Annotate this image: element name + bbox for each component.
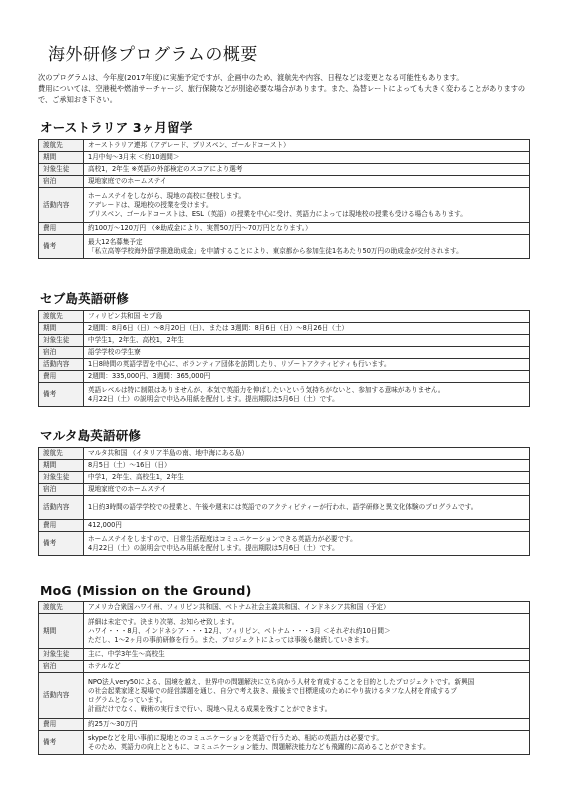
program-table xyxy=(38,447,530,556)
row-label: 備考 xyxy=(39,383,84,407)
row-label: 宿泊 xyxy=(39,347,84,359)
table-row xyxy=(39,188,530,223)
row-value xyxy=(84,460,530,472)
section-heading: MoG (Mission on the Ground) xyxy=(40,583,252,598)
table-row xyxy=(39,448,530,460)
row-value-line: そのため、英語力の向上とともに、コミュニケーション能力、問題解決能力なども飛躍的に高めることができます。 xyxy=(88,742,430,751)
row-label: 渡航先 xyxy=(39,140,84,152)
row-value-line: マルタ共和国 （イタリア半島の南、地中海にある島） xyxy=(88,449,249,457)
row-label: 備考 xyxy=(39,235,84,259)
table-row xyxy=(39,323,530,335)
row-label: 備考 xyxy=(39,532,84,556)
table-row xyxy=(39,235,530,259)
row-value-line: 計画だけでなく、戦術の実行まで行い、現地へ見える成果を残すことができます。 xyxy=(88,704,332,713)
row-value-line: 2週間：8月6日（日）～8月20日（日）、または 3週間：8月6日（日）～8月26日（土） xyxy=(88,324,349,332)
row-value-line: 約100万～120万円 （※助成金により、実質50万円～70万円となります。） xyxy=(88,224,312,232)
row-label: 対象生徒 xyxy=(39,649,84,661)
row-value xyxy=(84,323,530,335)
row-value-line: ハワイ・・・8月、インドネシア・・・12月、フィリピン、ベトナム・・・3月 ＜それぞれ約10日間＞ xyxy=(88,626,391,635)
row-label: 対象生徒 xyxy=(39,164,84,176)
row-value-line: 約25万～30万円 xyxy=(88,720,138,728)
row-value xyxy=(84,649,530,661)
row-value xyxy=(84,532,530,556)
row-label: 費用 xyxy=(39,719,84,731)
row-value xyxy=(84,484,530,496)
row-value-line: フィリピン共和国 セブ島 xyxy=(88,312,163,320)
table-row xyxy=(39,223,530,235)
row-value xyxy=(84,223,530,235)
table-row xyxy=(39,532,530,556)
row-value-line: 語学学校の学生寮 xyxy=(88,348,141,356)
intro-paragraph: 費用については、空港税や燃油サーチャージ、旅行保険などが別途必要な場合があります。また、為替レートによっても大きく変わることがありますので、ご承知おき下さい。 xyxy=(38,84,526,104)
program-table xyxy=(38,310,530,407)
table-row xyxy=(39,140,530,152)
row-value xyxy=(84,311,530,323)
row-value-line: 英語レベルは特に制限はありませんが、本気で英語力を伸ばしたいという気持ちがないと、参加する意味がありません。 xyxy=(88,385,445,394)
row-value-line: ホームステイをしますので、日常生活程度はコミュニケーションできる英語力が必要です。 xyxy=(88,534,357,543)
row-value-line: 最大12名募集予定 xyxy=(88,237,143,246)
program-table xyxy=(38,601,530,755)
row-label: 期間 xyxy=(39,152,84,164)
table-row xyxy=(39,359,530,371)
row-label: 対象生徒 xyxy=(39,472,84,484)
table-row xyxy=(39,520,530,532)
row-value xyxy=(84,383,530,407)
intro-text xyxy=(38,72,530,105)
table-row xyxy=(39,371,530,383)
row-label: 活動内容 xyxy=(39,359,84,371)
table-row xyxy=(39,311,530,323)
table-row xyxy=(39,347,530,359)
table-row xyxy=(39,472,530,484)
row-label: 対象生徒 xyxy=(39,335,84,347)
row-label: 費用 xyxy=(39,520,84,532)
row-value xyxy=(84,152,530,164)
row-value-line: 1日約3時間の語学学校での授業と、午後や週末には英語でのアクティビティーが行われ、語学研修と異文化体験のプログラムです。 xyxy=(88,503,478,511)
row-value-line: ただし、1～2ヶ月の事前研修を行う。また、プロジェクトによっては事後も継続していきます。 xyxy=(88,635,373,644)
row-value-line: NPO法人very50による、国境を越え、世界中の問題解決に立ち向かう人材を育成することを目的としたプロジェクトです。新興国 xyxy=(88,677,475,686)
table-row xyxy=(39,335,530,347)
row-label: 活動内容 xyxy=(39,188,84,223)
row-value xyxy=(84,235,530,259)
section-heading: オーストラリア 3ヶ月留学 xyxy=(40,120,193,135)
row-value-line: 主に、中学3年生～高校生 xyxy=(88,650,165,658)
table-row xyxy=(39,496,530,520)
row-value-line: の社会起業家達と現場での経営課題を通じ、自分で考え抜き、最後まで目標達成のためにやり抜けるタフな人材を育成するプ xyxy=(88,686,457,695)
row-value-line: アデレードは、現地校の授業を受けます。 xyxy=(88,200,213,209)
program-section xyxy=(38,426,530,556)
intro-paragraph: 次のプログラムは、今年度(2017年度)に実施予定ですが、企画中のため、渡航先や内容、日程などは変更となる可能性もあります。 xyxy=(38,73,464,82)
row-value xyxy=(84,602,530,614)
table-row xyxy=(39,152,530,164)
row-value xyxy=(84,520,530,532)
row-value-line: ログラムとなっています。 xyxy=(88,695,167,704)
row-label: 渡航先 xyxy=(39,602,84,614)
page-title: 海外研修プログラムの概要 xyxy=(48,45,258,65)
table-row xyxy=(39,484,530,496)
table-row xyxy=(39,164,530,176)
row-value-line: 4月22日（土）の説明会で申込み用紙を配付します。提出期限は5月6日（土）です。 xyxy=(88,394,339,403)
row-value-line: 中学1，2年生、高校生1，2年生 xyxy=(88,473,184,481)
row-value xyxy=(84,661,530,673)
row-value-line: 8月5日（土）～16日（日） xyxy=(88,461,171,469)
table-row xyxy=(39,719,530,731)
table-row xyxy=(39,649,530,661)
row-label: 備考 xyxy=(39,731,84,755)
row-value xyxy=(84,731,530,755)
row-value xyxy=(84,176,530,188)
table-row xyxy=(39,614,530,649)
program-section xyxy=(38,118,530,259)
row-value-line: 「私立高等学校海外留学推進助成金」を申請することにより、東京都から参加生徒1名あたり50万円の助成金が交付されます。 xyxy=(88,246,463,255)
row-label: 費用 xyxy=(39,371,84,383)
row-value-line: ホームステイをしながら、現地の高校に登校します。 xyxy=(88,191,246,200)
row-value-line: 現地家庭でのホームステイ xyxy=(88,485,167,493)
section-heading: セブ島英語研修 xyxy=(40,291,129,306)
row-value xyxy=(84,673,530,719)
row-value-line: 1日8時間の英語学習を中心に、ボランティア団体を訪問したり、リゾートアクティビティも行います。 xyxy=(88,360,391,368)
row-label: 期間 xyxy=(39,614,84,649)
table-row xyxy=(39,460,530,472)
table-row xyxy=(39,661,530,673)
row-value xyxy=(84,472,530,484)
row-value xyxy=(84,164,530,176)
row-value xyxy=(84,359,530,371)
table-row xyxy=(39,176,530,188)
row-value-line: 詳細は未定です。決まり次第、お知らせ致します。 xyxy=(88,617,239,626)
row-value xyxy=(84,614,530,649)
row-label: 活動内容 xyxy=(39,496,84,520)
row-value-line: 4月22日（土）の説明会で申込み用紙を配付します。提出期限は5月6日（土）です。 xyxy=(88,543,339,552)
row-label: 宿泊 xyxy=(39,176,84,188)
row-label: 期間 xyxy=(39,323,84,335)
row-value-line: 現地家庭でのホームステイ xyxy=(88,177,167,185)
section-heading: マルタ島英語研修 xyxy=(40,428,142,443)
program-section xyxy=(38,289,530,407)
table-row xyxy=(39,602,530,614)
row-value-line: skypeなどを用い事前に現地とのコミュニケーションを英語で行うため、相応の英語力は必要です。 xyxy=(88,733,383,742)
row-value-line: 2週間：335,000円、3週間：365,000円 xyxy=(88,372,211,380)
table-row xyxy=(39,383,530,407)
row-label: 渡航先 xyxy=(39,311,84,323)
row-value-line: 中学生1，2年生、高校1，2年生 xyxy=(88,336,184,344)
row-value-line: 高校1，2年生 ※英語の外部検定のスコアにより選考 xyxy=(88,165,243,173)
row-value-line: 1月中旬～3月末 ＜約10週間＞ xyxy=(88,153,180,161)
row-value xyxy=(84,335,530,347)
row-value-line: ホテルなど xyxy=(88,662,121,670)
program-section xyxy=(38,583,530,755)
table-row xyxy=(39,731,530,755)
row-label: 宿泊 xyxy=(39,661,84,673)
row-label: 費用 xyxy=(39,223,84,235)
table-row xyxy=(39,673,530,719)
row-label: 宿泊 xyxy=(39,484,84,496)
row-value xyxy=(84,496,530,520)
row-value xyxy=(84,140,530,152)
row-label: 活動内容 xyxy=(39,673,84,719)
row-value xyxy=(84,347,530,359)
row-value xyxy=(84,188,530,223)
program-table xyxy=(38,139,530,259)
row-value-line: アメリカ合衆国ハワイ州、フィリピン共和国、ベトナム社会主義共和国、インドネシア共和国（予定） xyxy=(88,603,390,611)
row-label: 期間 xyxy=(39,460,84,472)
row-value-line: ブリスベン、ゴールドコーストは、ESL（英語）の授業を中心に受け、英語力によっては現地校の授業も受ける場合もあります。 xyxy=(88,209,467,218)
row-value xyxy=(84,371,530,383)
row-value-line: オーストラリア連邦（アデレード、ブリスベン、ゴールドコースト） xyxy=(88,141,290,149)
row-value xyxy=(84,448,530,460)
row-value xyxy=(84,719,530,731)
row-value-line: 412,000円 xyxy=(88,521,122,529)
row-label: 渡航先 xyxy=(39,448,84,460)
